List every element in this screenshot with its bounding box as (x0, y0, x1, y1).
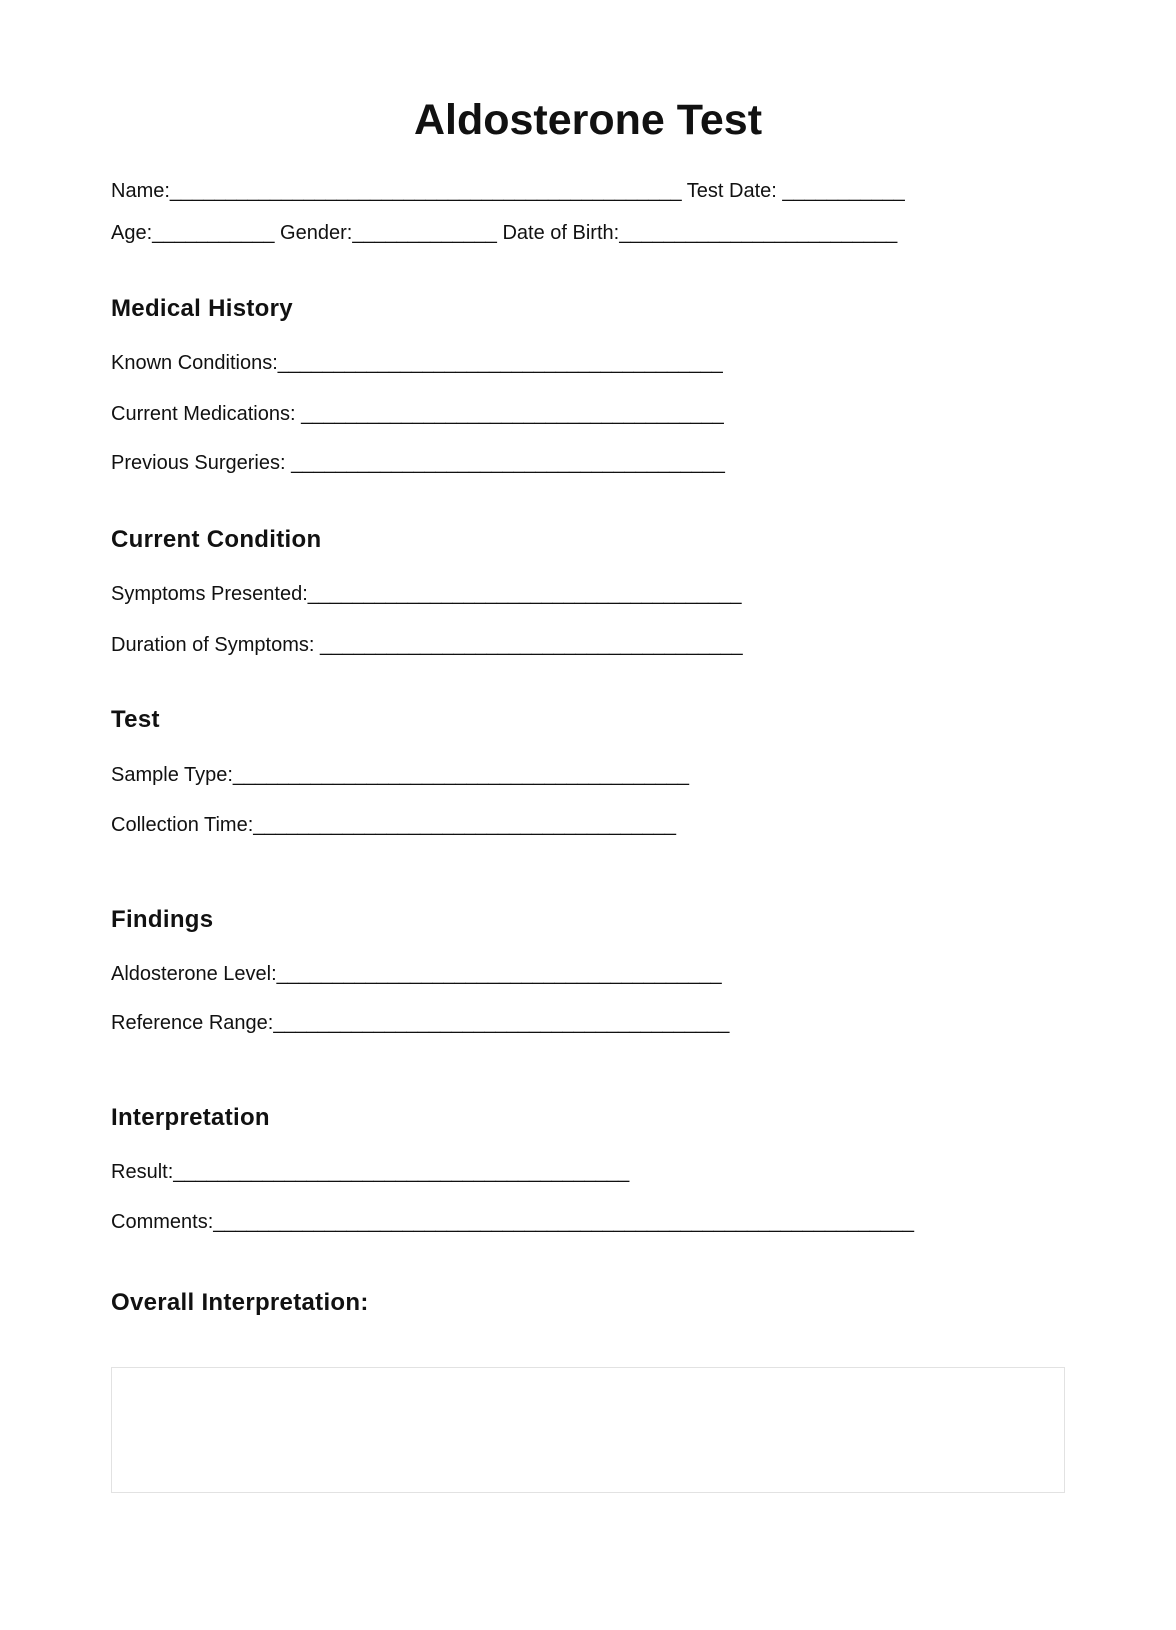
symptoms-presented-field[interactable]: Symptoms Presented:_______________________________________ (111, 583, 742, 605)
duration-of-symptoms-field[interactable]: Duration of Symptoms: ______________________________________ (111, 634, 743, 656)
page-title: Aldosterone Test (413, 96, 763, 144)
interpretation-heading: Interpretation (111, 1104, 270, 1131)
previous-surgeries-field[interactable]: Previous Surgeries: _______________________________________ (111, 452, 725, 474)
test-heading: Test (111, 706, 160, 733)
overall-interpretation-heading: Overall Interpretation: (111, 1289, 369, 1316)
findings-heading: Findings (111, 906, 214, 933)
reference-range-field[interactable]: Reference Range:_________________________________________ (111, 1012, 730, 1034)
age-gender-dob-row[interactable]: Age:___________ Gender:_____________ Date of Birth:_________________________ (111, 222, 898, 244)
current-medications-field[interactable]: Current Medications: ______________________________________ (111, 403, 724, 425)
name-test-date-row[interactable]: Name:______________________________________________ Test Date: ___________ (111, 180, 905, 202)
aldosterone-level-field[interactable]: Aldosterone Level:________________________________________ (111, 963, 722, 985)
comments-field[interactable]: Comments:_______________________________________________________________ (111, 1211, 914, 1233)
sample-type-field[interactable]: Sample Type:_________________________________________ (111, 764, 689, 786)
medical-history-heading: Medical History (111, 295, 293, 322)
current-condition-heading: Current Condition (111, 526, 322, 553)
collection-time-field[interactable]: Collection Time:______________________________________ (111, 814, 676, 836)
result-field[interactable]: Result:_________________________________________ (111, 1161, 630, 1183)
known-conditions-field[interactable]: Known Conditions:________________________________________ (111, 352, 723, 374)
overall-interpretation-box[interactable] (111, 1367, 1065, 1493)
